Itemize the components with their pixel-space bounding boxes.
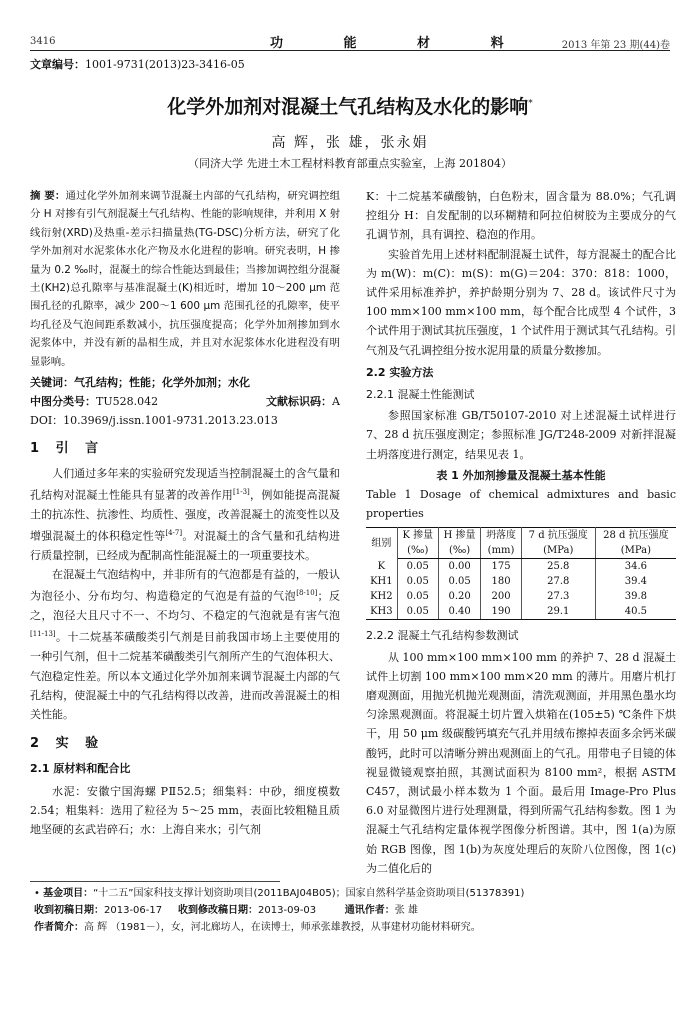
paper-title: 化学外加剂对混凝土气孔结构及水化的影响*	[167, 96, 533, 118]
table-cell: 175	[481, 559, 521, 575]
section-2-1-heading: 2.1 原材料和配合比	[30, 762, 131, 776]
table-cell: 0.00	[438, 559, 481, 575]
abstract: 摘 要：通过化学外加剂来调节混凝土内部的气孔结构，研究调控组分 H 对掺有引气剂混凝土气孔结构、性能的影响规律，并利用 X 射线衍射(XRD)及热重-差示扫描量热(TG-DSC)分析方法，研究了化学外加剂对水泥浆体水化产物及水化进程的影响。研究表明，H 掺量为 0.2 ‰时，混凝土的综合性能达到最佳；当掺加调控组分混凝土(KH2)总孔隙率与基准混凝土(K)相近时，增加 10～200 μm 范围孔径的孔隙率，减少 200～1 600 μm 范围孔径的孔隙率，使平均孔径及气泡间距系数减小，抗压强度提高；化学外加剂掺加到水泥浆体中，并没有新的晶相生成，并且对水泥浆体水化进程没有明显影响。	[30, 190, 341, 368]
pore-test-paragraph: 从 100 mm×100 mm×100 mm 的养护 7、28 d 混凝土试件上切割 100 mm×100 mm×20 mm 的薄片。用磨片机打磨观测面，用抛光机抛光观测面，清洗观测面，并用黑色墨水均匀涂黑观测面。将混凝土切片置入烘箱在(105±5) ℃条件下烘干，用 50 μm 级碳酸钙填充气孔并用绒布擦掉表面多余钙米碳酸钙，此时可以清晰分辨出观测面上的气孔。用带电子目镜的体视显微镜观察拍照，其测试面积为 8100 mm²，根据 ASTM C457，测试最小样本数为 1 个面。最后用 Image-Pro Plus 6.0 对显微图片进行处理测量，得到所需气孔结构参数。图 1 为混凝土气孔结构定量体视学图像分析图谱。其中，图 1(a)为原始 RGB 图像，图 1(b)为灰度处理后的灰阶八位图像，图 1(c)为二值化后的	[366, 650, 677, 875]
intro-paragraph-1: 人们通过多年来的实验研究发现适当控制混凝土的含气量和孔结构对混凝土性能具有显著的改善作用[1-3]，例如能提高混凝土的抗冻性、抗渗性、均质性、强度，改善混凝土的流变性以及增强混凝土的体积稳定性等[4-7]。对混凝土的含气量和孔结构进行质量控制，已经成为配制高性能混凝土的一项重要技术。	[30, 466, 341, 562]
table-cell: 0.05	[397, 559, 438, 575]
performance-test-paragraph: 参照国家标准 GB/T50107-2010 对上述混凝土试样进行 7、28 d 抗压强度测定；参照标准 JG/T248-2009 对新拌混凝土坍落度进行测定，结果见表 1。	[366, 409, 676, 461]
table-unit: (‰)	[397, 543, 438, 559]
table-cell: 180	[481, 574, 521, 589]
mix-paragraph: 实验首先用上述材料配制混凝土试件，每方混凝土的配合比为 m(W)：m(C)：m(S)：m(G)＝204：370：818：1000，试件采用标准养护，养护龄期分别为 7、28 d。该试件尺寸为 100 mm×100 mm×100 mm，每个配合比成型 4 个试件，3 个试件用于测试其抗压强度，1 个试件用于测试其气孔结构。引气剂及气孔调控组分按水泥用量的质量分数掺加。	[366, 247, 676, 357]
table-cell: 0.20	[438, 589, 481, 604]
table-header: 7 d 抗压强度	[521, 528, 595, 544]
page-number: 3416	[30, 36, 56, 47]
right-column	[366, 187, 676, 878]
table-cell: KH1	[366, 574, 397, 589]
keywords: 关键词：气孔结构；性能；化学外加剂；水化	[30, 376, 250, 390]
table-cell: K	[366, 559, 397, 575]
table-unit: (MPa)	[595, 543, 676, 559]
affiliation: （同济大学 先进土木工程材料教育部重点实验室，上海 201804）	[188, 157, 512, 170]
journal-name: 功 能 材 料	[270, 36, 532, 51]
footnote-rule	[30, 881, 280, 882]
table-cell: 0.05	[397, 589, 438, 604]
table-unit: (MPa)	[521, 543, 595, 559]
materials-paragraph: 水泥：安徽宁国海螺 PⅡ52.5；细集料：中砂，细度模数 2.54；粗集料：选用了粒径为 5～25 mm，表面比较粗糙且质地坚硬的玄武岩碎石；水：上海自来水；引气剂	[30, 784, 340, 836]
table-unit: (‰)	[438, 543, 481, 559]
table-cell: KH3	[366, 604, 397, 620]
table-cell: 200	[481, 589, 521, 604]
doi: DOI：10.3969/j.issn.1001-9731.2013.23.013	[30, 414, 278, 428]
table-header: K 掺量	[397, 528, 438, 544]
table-cell: 40.5	[595, 604, 676, 620]
table-unit: (mm)	[481, 543, 521, 559]
table-cell: KH2	[366, 589, 397, 604]
table-header: 坍落度	[481, 528, 521, 544]
table-header: 组别	[366, 528, 397, 559]
issue-info: 2013 年第 23 期(44)卷	[561, 40, 670, 51]
table-cell: 0.05	[397, 604, 438, 620]
table-1	[366, 527, 676, 620]
table-cell: 25.8	[521, 559, 595, 575]
section-2-2-2-heading: 2.2.2 混凝土气孔结构参数测试	[366, 629, 519, 643]
table-cell: 39.8	[624, 591, 647, 603]
table-header: 28 d 抗压强度	[595, 528, 676, 544]
table-row	[366, 589, 676, 604]
table-cell: 27.8	[521, 574, 595, 589]
table-cell: 0.40	[438, 604, 481, 620]
section-2-heading: 2 实 验	[30, 736, 105, 752]
table-row	[366, 604, 676, 620]
authors: 高 辉，张 雄，张永娟	[271, 135, 429, 151]
table-caption-cn: 表 1 外加剂掺量及混凝土基本性能	[436, 468, 606, 482]
intro-paragraph-2: 在混凝土气泡结构中，并非所有的气泡都是有益的，一般认为泡径小、分布均匀、构造稳定的气泡是有益的气泡[8-10]；反之，泡径大且尺寸不一、不均匀、不稳定的气泡就是有害气泡[11-13]。十二烷基苯磺酸类引气剂是目前我国市场上主要使用的一种引气剂，但十二烷基苯磺酸类引气剂所产生的气泡体积大、气泡稳定性差。所以本文通过化学外加剂来调节混凝土内部的气孔结构，使混凝土中的气孔结构得以改善，进而改善混凝土的相关性能。	[30, 568, 341, 721]
footnote	[34, 885, 674, 936]
table-row	[366, 559, 676, 575]
table-cell: 29.1	[521, 604, 595, 620]
table-cell: 0.05	[438, 574, 481, 589]
table-cell: 0.05	[397, 574, 438, 589]
author-bio-line: 作者简介：高 辉 （1981－），女，河北廊坊人，在读博士，师承张雄教授，从事建材功能材料研究。	[34, 922, 481, 933]
table-row	[366, 574, 676, 589]
table-cell: 39.4	[624, 576, 647, 588]
article-number: 文章编号：1001-9731(2013)23-3416-05	[30, 58, 245, 71]
classification: 中图分类号：TU528.042 文献标识码：A	[30, 395, 340, 409]
fund-line: • 基金项目：“十二五”国家科技支撑计划资助项目(2011BAJ04B05)；国家自然科学基金资助项目(51378391)	[34, 888, 525, 899]
table-header: H 掺量	[438, 528, 481, 544]
section-1-heading: 1 引 言	[30, 440, 105, 456]
dates-line: 收到初稿日期：2013-06-17 收到修改稿日期：2013-09-03 通讯作者：张 雄	[34, 905, 418, 916]
header-rule	[30, 50, 670, 51]
section-2-2-1-heading: 2.2.1 混凝土性能测试	[366, 388, 475, 402]
table-cell: 190	[481, 604, 521, 620]
table-cell: 34.6	[624, 561, 647, 573]
left-column	[30, 187, 340, 839]
section-2-2-heading: 2.2 实验方法	[366, 365, 434, 379]
table-cell: 27.3	[521, 589, 595, 604]
materials-continued: K：十二烷基苯磺酸钠，白色粉末，固含量为 88.0%；气孔调控组分 H：自发配制的以环糊精和阿拉伯树胶为主要成分的气孔调节剂，具有调控、稳泡的作用。	[366, 190, 676, 242]
table-caption-en: Table 1 Dosage of chemical admixtures and basic properties	[366, 488, 676, 521]
